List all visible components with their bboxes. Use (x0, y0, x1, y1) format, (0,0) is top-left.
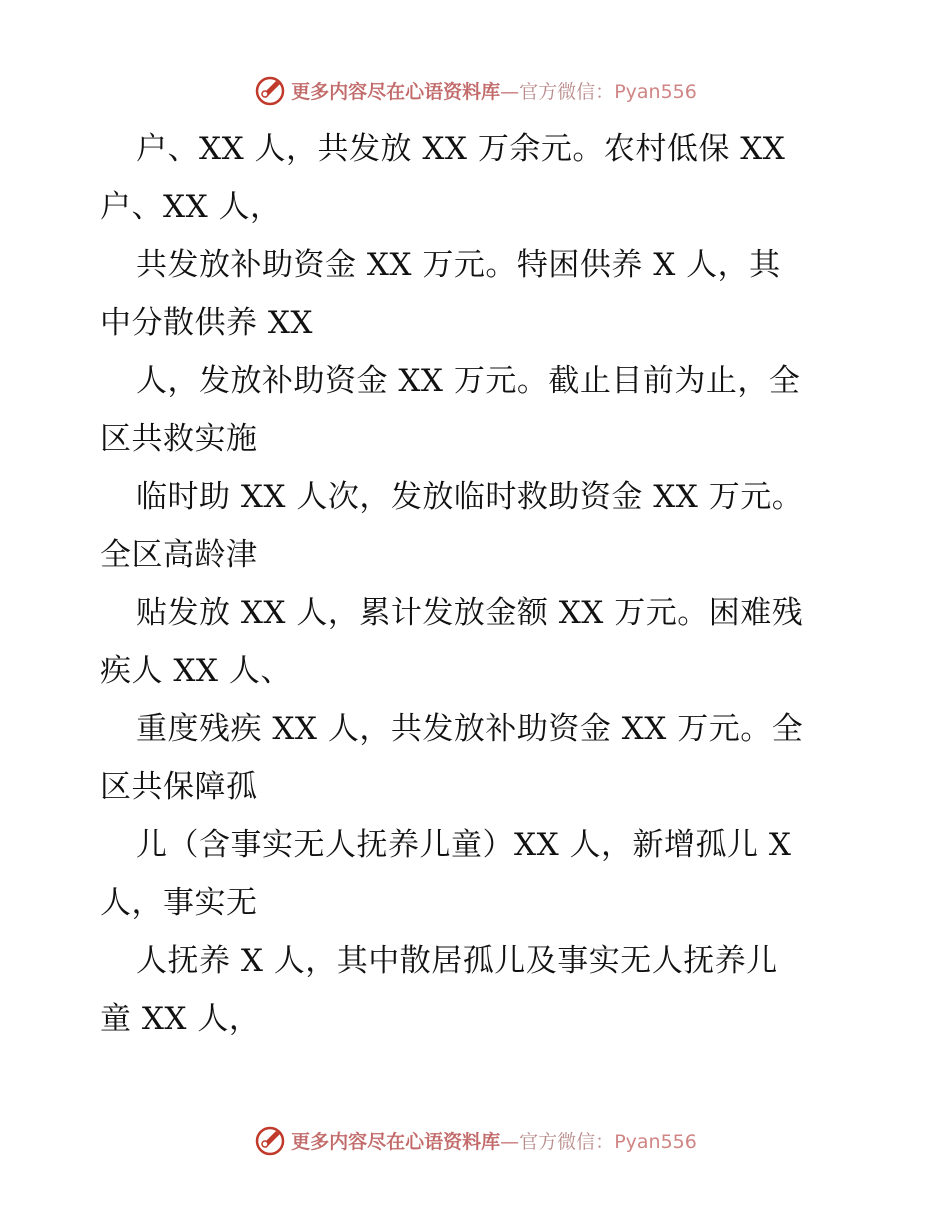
document-body (100, 120, 860, 1048)
watermark-handle: Pyan556 (614, 80, 697, 103)
watermark-handle: Pyan556 (614, 1130, 697, 1153)
text-line: 儿（含事实无人抚养儿童）XX 人，新增孤儿 X (136, 827, 792, 863)
logo-icon (253, 73, 287, 107)
watermark-footer (0, 1120, 950, 1160)
watermark-wechat-label: 官方微信： (519, 80, 615, 103)
watermark-text (291, 77, 697, 104)
text-line: 人，事实无 (100, 885, 258, 921)
logo-icon (253, 1123, 287, 1157)
text-line: 户、XX 人，共发放 XX 万余元。农村低保 XX (136, 131, 786, 167)
text-line: 户、XX 人， (100, 189, 282, 225)
watermark-brand: 更多内容尽在心语资料库 (291, 80, 501, 103)
text-line: 贴发放 XX 人，累计发放金额 XX 万元。困难残 (136, 595, 804, 631)
watermark-dash: — (500, 80, 520, 103)
watermark-text (291, 1127, 697, 1154)
text-line: 重度残疾 XX 人，共发放补助资金 XX 万元。全 (136, 711, 804, 747)
text-line: 人抚养 X 人，其中散居孤儿及事实无人抚养儿 (136, 943, 778, 979)
text-line: 人，发放补助资金 XX 万元。截止目前为止，全 (136, 363, 801, 399)
watermark-header (0, 70, 950, 110)
text-line: 区共保障孤 (100, 769, 258, 805)
text-line: 共发放补助资金 XX 万元。特困供养 X 人，其 (136, 247, 781, 283)
text-line: 全区高龄津 (100, 537, 258, 573)
text-line: 临时助 XX 人次，发放临时救助资金 XX 万元。 (136, 479, 804, 515)
text-line: 区共救实施 (100, 421, 258, 457)
text-line: 疾人 XX 人、 (100, 653, 292, 689)
text-line: 童 XX 人， (100, 1001, 261, 1037)
watermark-dash: — (500, 1130, 520, 1153)
text-line: 中分散供养 XX (100, 305, 313, 341)
watermark-brand: 更多内容尽在心语资料库 (291, 1130, 501, 1153)
watermark-wechat-label: 官方微信： (519, 1130, 615, 1153)
